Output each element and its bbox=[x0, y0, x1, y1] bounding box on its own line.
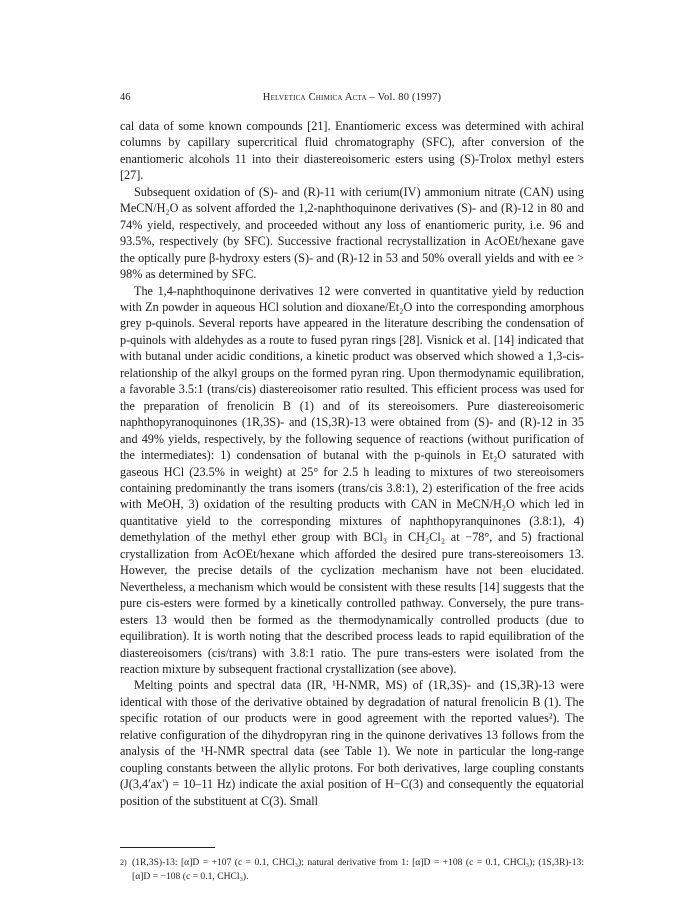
page-number: 46 bbox=[120, 92, 131, 103]
paragraph: The 1,4-naphthoquinone derivatives 12 were converted in quantitative yield by reduction with Zn powder in aqueous HCl solution and dioxane/Et₂O into the corresponding amorphous grey p-quinols. Several reports have appeared in the literature describing the condensation of p-quinols with aldehydes as a route to fused pyran rings [28]. Visnick et al. [14] indicated that with butanal under acidic conditions, a kinetic product was observed which showed a 1,3-cis-relationship of the alkyl groups on the formed pyran ring. Upon thermodynamic equilibration, a favorable 3.5:1 (trans/cis) diastereoisomer ratio resulted. This efficient process was used for the preparation of frenolicin B (1) and of its stereoisomers. Pure diastereoisomeric naphthopyranoquinones (1R,3S)- and (1S,3R)-13 were obtained from (S)- and (R)-12 in 35 and 49% yields, respectively, by the following sequence of reactions (without purification of the intermediates): 1) condensation of butanal with the p-quinols in Et₂O saturated with gaseous HCl (23.5% in weight) at 25° for 2.5 h leading to mixtures of two stereoisomers containing predominantly the trans isomers (trans/cis 3.8:1), 2) esterification of the free acids with MeOH, 3) oxidation of the resulting products with CAN in MeCN/H₂O which led in quantitative yield to the corresponding mixtures of naphthopyranquinones (3.8:1), 4) demethylation of the methyl ether group with BCl₃ in CH₂Cl₂ at −78°, and 5) fractional crystallization from AcOEt/hexane which afforded the desired pure trans-stereoisomers 13. However, the precise details of the cyclization mechanism have not been elucidated. Nevertheless, a mechanism which would be consistent with these results [14] suggests that the pure cis-esters were formed by a kinetically controlled pathway. Conversely, the pure trans-esters 13 would then be formed as the thermodynamically controlled products (due to equilibration). It is worth noting that the described process leads to rapid equilibration of the diastereoisomers (cis/trans) with 3.8:1 ratio. The pure trans-esters were isolated from the reaction mixture by subsequent fractional crystallization (see above). bbox=[120, 283, 584, 676]
footnote-rule bbox=[120, 847, 215, 848]
journal-name: Helvetica Chimica Acta bbox=[262, 92, 367, 103]
journal-line bbox=[120, 92, 584, 103]
body-text bbox=[120, 118, 584, 809]
paragraph: cal data of some known compounds [21]. Enantiomeric excess was determined with achiral columns by capillary supercritical fluid chromatography (SFC), after conversion of the enantiomeric alcohols 11 into their diastereoisomeric esters using (S)-Trolox methyl esters [27]. bbox=[120, 119, 584, 183]
running-head bbox=[120, 92, 584, 110]
journal-volume: – Vol. 80 (1997) bbox=[369, 92, 442, 103]
paragraph: Melting points and spectral data (IR, ¹H-NMR, MS) of (1R,3S)- and (1S,3R)-13 were identical with those of the derivative obtained by degradation of natural frenolicin B (1). The specific rotation of our products were in good agreement with the reported values²). The relative configuration of the dihydropyran ring in the quinone derivatives 13 follows from the analysis of the ¹H-NMR spectral data (see Table 1). We note in particular the long-range coupling constants between the allylic protons. For both derivatives, large coupling constants (J(3,4ʹax') = 10–11 Hz) indicate the axial position of H−C(3) and consequently the equatorial position of the substituent at C(3). Small bbox=[120, 678, 584, 808]
page bbox=[120, 92, 584, 884]
paragraph: Subsequent oxidation of (S)- and (R)-11 with cerium(IV) ammonium nitrate (CAN) using MeCN/H₂O as solvent afforded the 1,2-naphthoquinone derivatives (S)- and (R)-12 in 80 and 74% yield, respectively, and proceeded without any loss of enantiomeric purity, i.e. 96 and 93.5%, respectively (by SFC). Successive fractional recrystallization in AcOEt/hexane gave the optically pure β-hydroxy esters (S)- and (R)-12 in 53 and 50% overall yields and with ee > 98% as determined by SFC. bbox=[120, 184, 584, 282]
footnote bbox=[120, 856, 584, 884]
footnote-mark: 2) bbox=[120, 858, 127, 868]
footnote-text: (1R,3S)-13: [α]D = +107 (c = 0.1, CHCl₃); natural derivative from 1: [α]D = +108 (c = 0.1, CHCl₃); (1S,3R)-13: [α]D = −108 (c = 0.1, CHCl₃). bbox=[132, 857, 584, 883]
